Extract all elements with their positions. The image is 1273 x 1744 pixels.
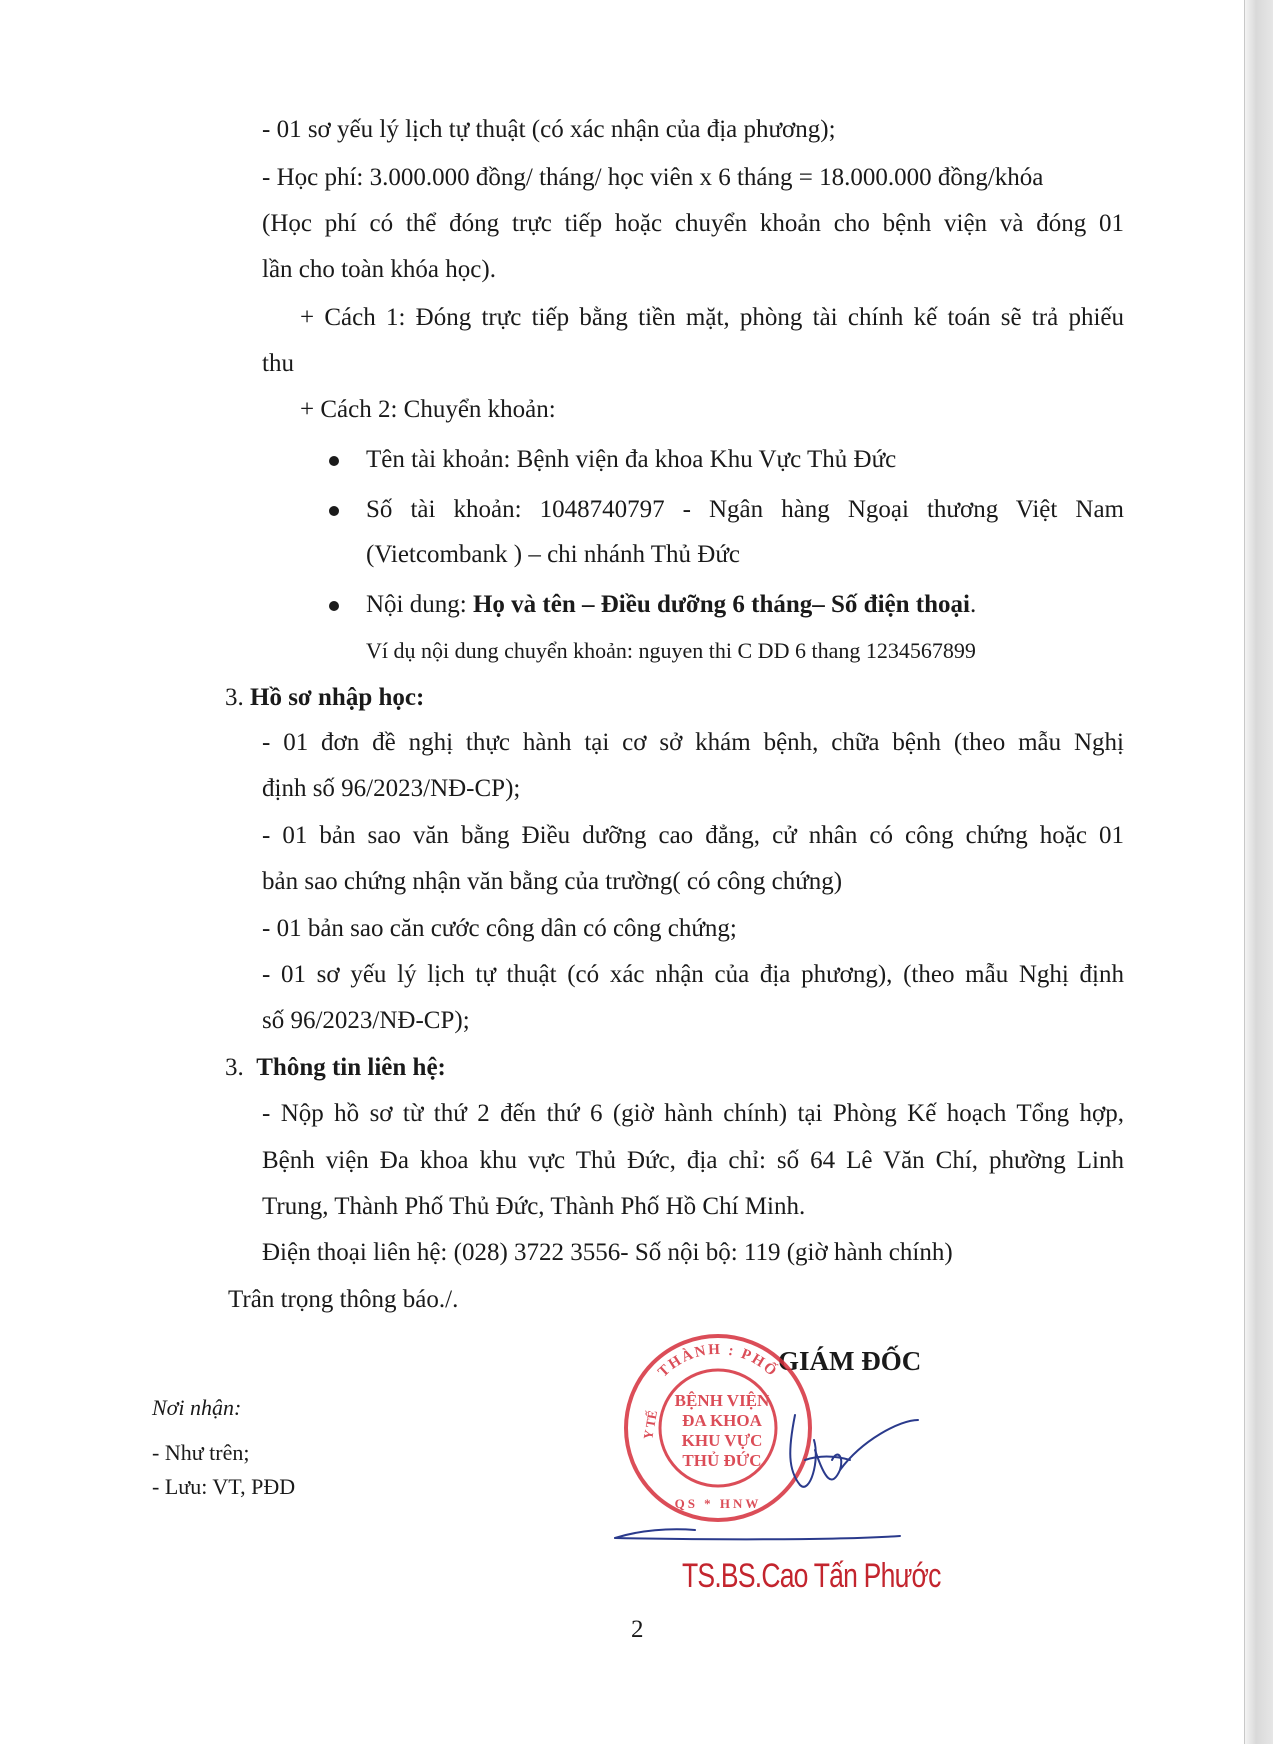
text-line: + Cách 1: Đóng trực tiếp bằng tiền mặt, phòng tài chính kế toán sẽ trả phiếu bbox=[300, 304, 1124, 331]
text-line: định số 96/2023/NĐ-CP); bbox=[262, 775, 521, 802]
recipient-item: - Lưu: VT, PĐD bbox=[152, 1474, 296, 1499]
text-line: lần cho toàn khóa học). bbox=[262, 256, 496, 283]
text-line: - 01 sơ yếu lý lịch tự thuật (có xác nhận của địa phương), (theo mẫu Nghị định bbox=[262, 961, 1124, 988]
recipients-label: Nơi nhận: bbox=[152, 1395, 242, 1420]
text-line: + Cách 2: Chuyển khoản: bbox=[300, 396, 556, 423]
section-contact-heading: 3. Thông tin liên hệ: bbox=[225, 1054, 446, 1081]
stamp-line: ĐA KHOA bbox=[682, 1411, 762, 1430]
bank-account-name: Tên tài khoản: Bệnh viện đa khoa Khu Vực Thủ Đức bbox=[366, 446, 897, 473]
bullet-icon bbox=[329, 506, 339, 516]
section-docs-heading: 3. Hồ sơ nhập học: bbox=[225, 684, 425, 711]
text-line: Bệnh viện Đa khoa khu vực Thủ Đức, địa chỉ: số 64 Lê Văn Chí, phường Linh bbox=[262, 1147, 1124, 1174]
page-edge bbox=[1244, 0, 1273, 1744]
text-line: - 01 bản sao văn bằng Điều dưỡng cao đẳng, cử nhân có công chứng hoặc 01 bbox=[262, 822, 1124, 849]
text-line: (Học phí có thể đóng trực tiếp hoặc chuyển khoản cho bệnh viện và đóng 01 bbox=[262, 210, 1124, 237]
contact-phone: Điện thoại liên hệ: (028) 3722 3556- Số nội bộ: 119 (giờ hành chính) bbox=[262, 1239, 953, 1266]
signer-name: TS.BS.Cao Tấn Phước bbox=[682, 1557, 941, 1595]
text-line: bản sao chứng nhận văn bằng của trường( có công chứng) bbox=[262, 868, 843, 895]
text-line: - 01 bản sao căn cước công dân có công chứng; bbox=[262, 915, 737, 942]
transfer-content: Nội dung: Họ và tên – Điều dưỡng 6 tháng– Số điện thoại. bbox=[366, 591, 977, 618]
handwritten-signature bbox=[600, 1360, 930, 1560]
stamp-ring-bottom: QS * HNW bbox=[674, 1496, 762, 1511]
transfer-example: Ví dụ nội dung chuyển khoản: nguyen thi C DD 6 thang 1234567899 bbox=[366, 638, 976, 663]
bullet-icon bbox=[329, 601, 339, 611]
page-number: 2 bbox=[631, 1616, 644, 1643]
bullet-icon bbox=[329, 456, 339, 466]
bank-branch: (Vietcombank ) – chi nhánh Thủ Đức bbox=[366, 541, 740, 568]
stamp-line: BỆNH VIỆN bbox=[674, 1391, 770, 1410]
text-line: - Học phí: 3.000.000 đồng/ tháng/ học viên x 6 tháng = 18.000.000 đồng/khóa bbox=[262, 164, 1044, 191]
text-line: - 01 đơn đề nghị thực hành tại cơ sở khám bệnh, chữa bệnh (theo mẫu Nghị bbox=[262, 729, 1124, 756]
closing-line: Trân trọng thông báo./. bbox=[228, 1286, 459, 1313]
text-line: - 01 sơ yếu lý lịch tự thuật (có xác nhận của địa phương); bbox=[262, 116, 836, 143]
signer-title: GIÁM ĐỐC bbox=[778, 1346, 922, 1376]
text-line: - Nộp hồ sơ từ thứ 2 đến thứ 6 (giờ hành chính) tại Phòng Kế hoạch Tổng hợp, bbox=[262, 1100, 1124, 1127]
stamp-line: THỦ ĐỨC bbox=[682, 1451, 762, 1470]
text-line: số 96/2023/NĐ-CP); bbox=[262, 1007, 470, 1034]
stamp-ring-left: Y TẾ bbox=[640, 1409, 661, 1441]
stamp-line: KHU VỰC bbox=[681, 1431, 763, 1450]
stamp-ring-top: THÀNH : PHỐ bbox=[655, 1341, 781, 1381]
recipient-item: - Như trên; bbox=[152, 1440, 250, 1465]
text-line: thu bbox=[262, 350, 294, 377]
text-line: Trung, Thành Phố Thủ Đức, Thành Phố Hồ Chí Minh. bbox=[262, 1193, 806, 1220]
bank-account-number: Số tài khoản: 1048740797 - Ngân hàng Ngoại thương Việt Nam bbox=[366, 496, 1124, 523]
